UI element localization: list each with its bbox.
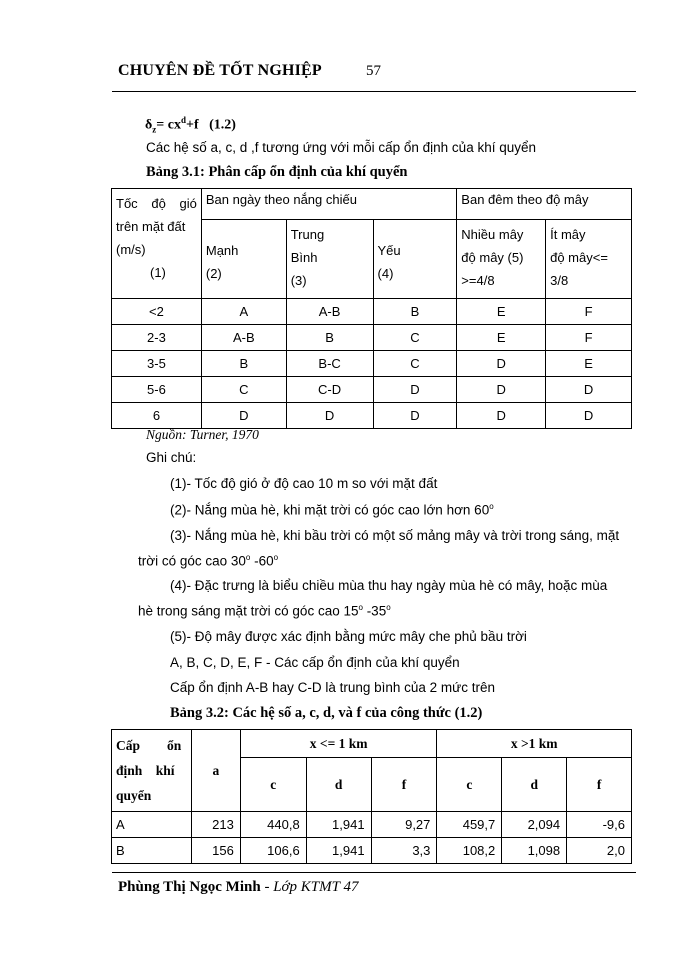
table1-night-clear: Ít mây độ mây<= 3/8 xyxy=(546,220,632,299)
table1-caption: Bảng 3.1: Phân cấp ổn định của khí quyển xyxy=(146,164,408,180)
note-3-line2: trời có góc cao 30$^o$ -60$^o$ xyxy=(138,553,279,569)
table1-day-strong: Mạnh (2) xyxy=(201,220,286,299)
table-row: <2 A A-B B E F xyxy=(112,299,632,325)
note-5: (5)- Độ mây được xác định bằng mức mây che phủ bầu trời xyxy=(170,629,527,644)
table-row: 5-6 C C-D D D D xyxy=(112,377,632,403)
table-row: 2-3 A-B B C E F xyxy=(112,325,632,351)
note-3-line1: (3)- Nắng mùa hè, khi bầu trời có một số mảng mây và trời trong sáng, mặt xyxy=(170,528,620,543)
coefficient-table: Cấp ổn định khí quyển a x <= 1 km x >1 km c d f c d f A 213 440,8 1,941 9,27 459,7 2,094 -9,6 B 156 106,6 1,941 3,3 108,2 1,098 2,0 xyxy=(111,729,632,864)
table1-day-weak: Yếu (4) xyxy=(373,220,457,299)
table2-a-header: a xyxy=(191,730,240,812)
table-row: 3-5 B B-C C D E xyxy=(112,351,632,377)
note-4-line1: (4)- Đặc trưng là biểu chiều mùa thu hay ngày mùa hè có mây, hoặc mùa xyxy=(170,578,608,593)
formula-1-2: $\delta_z= cx^d+f$ (1.2) xyxy=(145,115,236,135)
note-1: (1)- Tốc độ gió ở độ cao 10 m so với mặt đất xyxy=(170,476,438,491)
note-4-line2: hè trong sáng mặt trời có góc cao 15$^o$ -35$^o$ xyxy=(138,603,391,619)
page-number: 57 xyxy=(366,63,381,79)
notes-heading: Ghi chú: xyxy=(146,450,197,465)
table2-group-near: x <= 1 km xyxy=(240,730,437,758)
document-header-title: CHUYÊN ĐỀ TỐT NGHIỆP xyxy=(118,62,322,79)
table2-stability-header: Cấp ổn định khí quyển xyxy=(112,730,192,812)
table-row: 6 D D D D D xyxy=(112,403,632,429)
stability-class-table xyxy=(111,188,632,429)
note-7: Cấp ổn định A-B hay C-D là trung bình của 2 mức trên xyxy=(170,680,495,695)
footer-rule xyxy=(112,872,636,873)
table1-day-header: Ban ngày theo nắng chiếu xyxy=(201,189,456,220)
table1-wind-speed-header: Tốc độ gió trên mặt đất (m/s) (1) xyxy=(112,189,202,299)
table1-day-medium: Trung Bình (3) xyxy=(286,220,373,299)
table2-group-far: x >1 km xyxy=(437,730,632,758)
table-row: A 213 440,8 1,941 9,27 459,7 2,094 -9,6 xyxy=(112,812,632,838)
table1-source: Nguồn: Turner, 1970 xyxy=(146,427,259,442)
header-rule xyxy=(112,91,636,92)
note-6: A, B, C, D, E, F - Các cấp ổn định của khí quyển xyxy=(170,655,460,670)
table2-caption: Bảng 3.2: Các hệ số a, c, d, và f của công thức (1.2) xyxy=(170,705,483,721)
note-2: (2)- Nắng mùa hè, khi mặt trời có góc cao lớn hơn 60$^o$ xyxy=(170,502,494,518)
footer-author: Phùng Thị Ngọc Minh - Lớp KTMT 47 xyxy=(118,879,359,895)
intro-line: Các hệ số a, c, d ,f tương ứng với mỗi cấp ổn định của khí quyển xyxy=(146,140,536,155)
table1-night-cloudy: Nhiều mây độ mây (5) >=4/8 xyxy=(457,220,546,299)
table-row: B 156 106,6 1,941 3,3 108,2 1,098 2,0 xyxy=(112,838,632,864)
table1-night-header: Ban đêm theo độ mây xyxy=(457,189,632,220)
